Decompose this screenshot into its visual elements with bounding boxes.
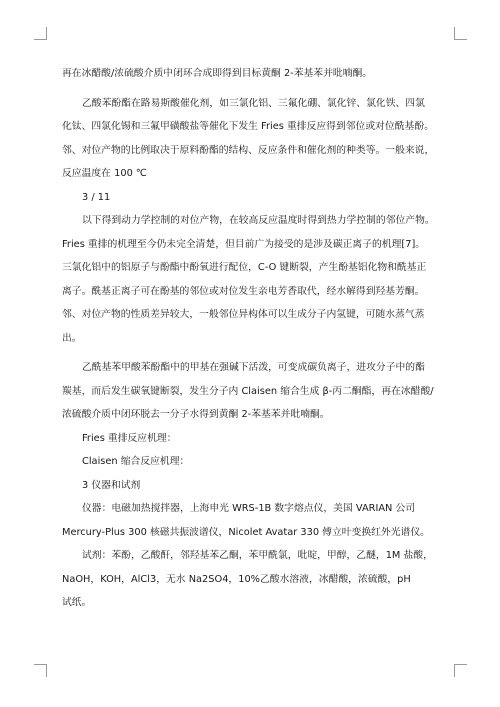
- paragraph-fries-catalyst-start: 乙酸苯酚酯在路易斯酸催化剂，如三氯化铝、三氟化硼、氯化锌、氯化铁、四氯: [82, 97, 425, 109]
- text-line: 三氯化铝中的铝原子与酚酯中酚氧进行配位，C-O 键断裂，产生酚基铝化物和酰基正: [62, 262, 427, 273]
- document-body: [62, 62, 444, 615]
- paragraph-claisen-start: 乙酰基苯甲酸苯酚酯中的甲基在强碱下活泼，可变成碳负离子，进攻分子中的酯: [82, 362, 425, 373]
- text-line: Fries 重排的机理至今仍未完全清楚，但目前广为接受的是涉及碳正离子的机理[7]。: [62, 238, 426, 250]
- claisen-mechanism-label: Claisen 缩合反应机理：: [82, 456, 190, 467]
- text-line: 出。: [62, 332, 82, 344]
- text-line: 邻、对位产物的比例取决于原料酚酯的结构、反应条件和催化剂的种类等。一般来说，: [62, 144, 435, 156]
- crop-mark-bottom-right: [454, 664, 467, 677]
- text-line: Mercury-Plus 300 核磁共振波谱仪，Nicolet Avatar 330 傅立叶变换红外光谱仪。: [62, 526, 430, 538]
- text-line: 浓硫酸介质中闭环脱去一分子水得到黄酮 2-苯基苯并吡喃酮。: [62, 409, 330, 420]
- crop-mark-top-right: [454, 27, 467, 40]
- text-line: 羰基，而后发生碳氧键断裂，发生分子内 Claisen 缩合生成 β-丙二酮酯，再在冰醋酸/: [62, 385, 434, 397]
- text-line: NaOH，KOH，AlCl3，无水 Na2SO4，10%乙酸水溶液，冰醋酸，浓硫酸，pH: [62, 573, 411, 585]
- reagents-paragraph: 试剂：苯酚，乙酸酐，邻羟基苯乙酮，苯甲酰氯，吡啶，甲醇，乙醚，1M 盐酸，: [82, 550, 433, 561]
- section-heading-instruments: 3 仪器和试剂: [82, 479, 141, 491]
- paragraph-mechanism-start: 以下得到动力学控制的对位产物，在较高反应温度时得到热力学控制的邻位产物。: [82, 215, 435, 226]
- text-line: 离子。酰基正离子可在酚基的邻位或对位发生亲电芳香取代，经水解得到羟基芳酮。: [62, 285, 425, 297]
- fries-mechanism-label: Fries 重排反应机理：: [82, 432, 177, 444]
- text-line: 试纸。: [62, 597, 92, 608]
- page-number: 3 / 11: [82, 191, 111, 203]
- instruments-paragraph: 仪器：电磁加热搅拌器，上海申光 WRS-1B 数字熔点仪，美国 VARIAN 公司: [82, 503, 416, 514]
- crop-mark-top-left: [34, 27, 47, 40]
- text-line: 邻、对位产物的性质差异较大，一般邻位异构体可以生成分子内氢键，可随水蒸气蒸: [62, 309, 425, 320]
- text-line: 化钛、四氯化锡和三氟甲磺酸盐等催化下发生 Fries 重排反应得到邻位或对位酰基酚。: [62, 121, 434, 132]
- text-line: 反应温度在 100 ℃: [62, 168, 147, 179]
- text-line: 再在冰醋酸/浓硫酸介质中闭环合成即得到目标黄酮 2-苯基苯并吡喃酮。: [62, 68, 373, 79]
- crop-mark-bottom-left: [34, 664, 47, 677]
